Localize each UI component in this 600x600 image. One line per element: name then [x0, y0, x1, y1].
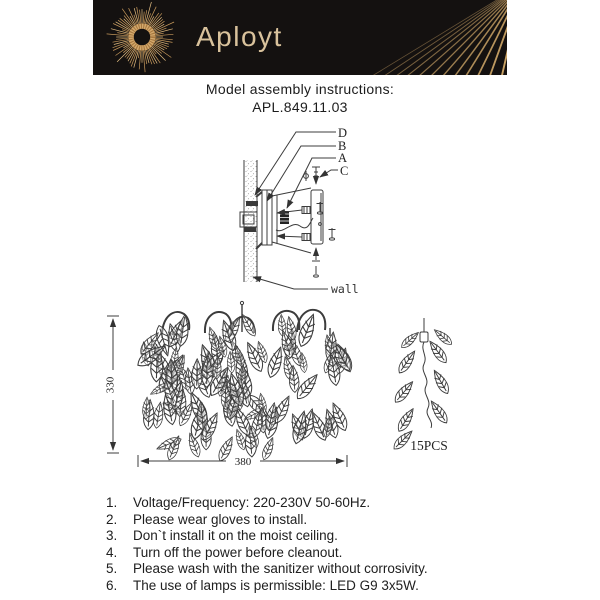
screw-vertical-bottom	[312, 248, 320, 277]
title-block	[0, 81, 600, 116]
corner-rays-icon	[359, 0, 507, 75]
instruction-list	[106, 495, 428, 595]
instruction-number: 1.	[106, 495, 118, 510]
strand-count-label: 15PCS	[410, 438, 448, 453]
instruction-item	[106, 528, 428, 545]
anchor-screw-top	[246, 201, 258, 206]
dim-width-label: 380	[234, 456, 252, 468]
dim-height-label: 330	[104, 376, 117, 394]
wall-pointer-line	[253, 277, 328, 289]
fixture-backplate	[311, 190, 323, 244]
part-label-d: D	[338, 126, 348, 140]
strand-leaves	[391, 327, 454, 452]
screw-horizontal-bottom	[277, 228, 336, 241]
part-label-b: B	[338, 139, 347, 153]
instruction-text: The use of lamps is permissible: LED G9 3x5W.	[133, 577, 419, 593]
strand-chain	[423, 342, 432, 428]
assembly-instructions-title: Model assembly instructions:	[205, 81, 395, 97]
instruction-item	[106, 495, 428, 512]
strand-connector	[420, 318, 428, 342]
wall-hatch	[244, 160, 257, 282]
brand-header	[93, 0, 507, 75]
instruction-item	[106, 545, 428, 562]
wall-label: wall	[331, 282, 359, 296]
anchor-screw-bottom	[244, 227, 256, 232]
instruction-number: 2.	[106, 511, 118, 527]
instruction-text: Voltage/Frequency: 220-230V 50-60Hz.	[133, 495, 371, 510]
leaf-strand-diagram	[388, 312, 480, 460]
instruction-text: Please wear gloves to install.	[133, 511, 308, 527]
leaf-cluster	[134, 312, 355, 463]
instruction-number: 6.	[106, 577, 118, 593]
instruction-number: 3.	[106, 528, 118, 544]
part-label-c: C	[340, 164, 349, 178]
fixture-dimension-diagram	[92, 298, 382, 480]
header-decoration	[93, 0, 507, 75]
hanger-pin	[240, 301, 243, 304]
instruction-number: 4.	[106, 544, 118, 560]
wall-mount-diagram	[195, 122, 365, 304]
instruction-item	[106, 561, 428, 578]
part-label-a: A	[338, 151, 348, 165]
instruction-item	[106, 512, 428, 529]
instruction-text: Turn off the power before cleanout.	[133, 544, 343, 560]
brand-name: Aployt	[196, 21, 283, 52]
model-number: APL.849.11.03	[252, 98, 348, 115]
instruction-item	[106, 578, 428, 595]
instruction-number: 5.	[106, 561, 118, 577]
instruction-text: Please wash with the sanitizer without corrosivity.	[133, 561, 428, 577]
starburst-hole	[135, 30, 149, 44]
instruction-text: Don`t install it on the moist ceiling.	[133, 528, 338, 544]
lamp-body-outline	[272, 188, 311, 253]
mounting-plate	[256, 190, 272, 249]
